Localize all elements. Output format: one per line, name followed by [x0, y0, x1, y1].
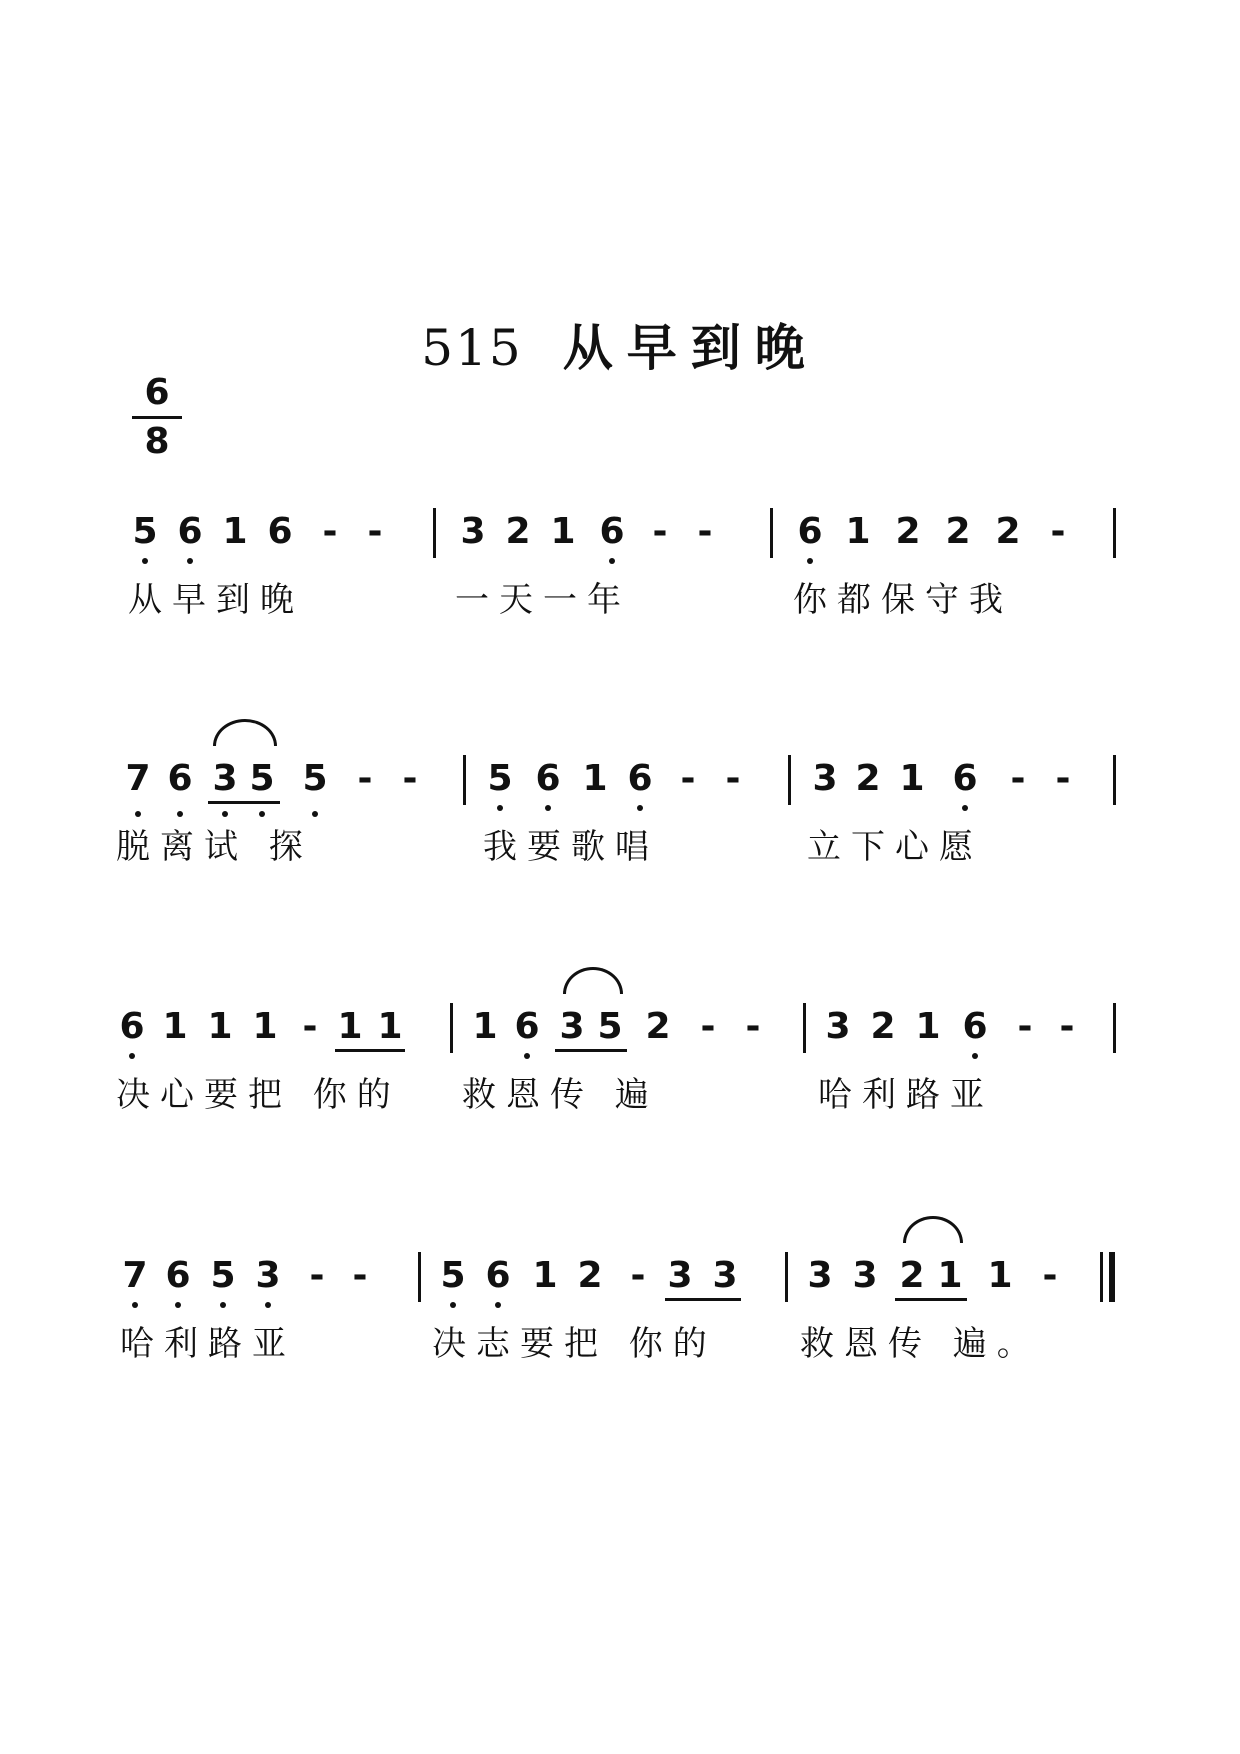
- note: 6: [962, 1006, 988, 1047]
- low-octave-dot: [177, 811, 183, 817]
- low-octave-dot: [135, 811, 141, 817]
- time-signature-bottom: 8: [144, 421, 170, 462]
- note: 7: [122, 1255, 148, 1296]
- low-octave-dot: [259, 811, 265, 817]
- note: 1: [915, 1006, 941, 1047]
- note: 3: [460, 511, 486, 552]
- notes-row: [0, 1003, 1240, 1073]
- note: 2: [895, 511, 921, 552]
- music-system-2: [0, 755, 1240, 895]
- lyric: 哈利路亚: [120, 1324, 296, 1364]
- low-octave-dot: [545, 805, 551, 811]
- dash: -: [309, 1255, 325, 1296]
- note: 1: [162, 1006, 188, 1047]
- note: 5: [210, 1255, 236, 1296]
- beam-underline: [895, 1298, 967, 1301]
- low-octave-dot: [265, 1302, 271, 1308]
- final-barline: [1109, 1252, 1115, 1302]
- notes-row: [0, 1252, 1240, 1322]
- slur: [903, 1216, 963, 1243]
- note: 5: [440, 1255, 466, 1296]
- low-octave-dot: [129, 1053, 135, 1059]
- dash: -: [1017, 1006, 1033, 1047]
- note: 5: [249, 758, 275, 799]
- note: 1: [550, 511, 576, 552]
- lyric: 从早到晚: [128, 580, 304, 620]
- slur: [213, 719, 277, 746]
- time-signature-line: [132, 416, 182, 419]
- dash: -: [1010, 758, 1026, 799]
- dash: -: [1042, 1255, 1058, 1296]
- song-name: 从早到晚: [562, 319, 819, 377]
- note: 6: [627, 758, 653, 799]
- note: 2: [855, 758, 881, 799]
- low-octave-dot: [497, 805, 503, 811]
- music-system-1: [0, 508, 1240, 648]
- note: 1: [377, 1006, 403, 1047]
- dash: -: [357, 758, 373, 799]
- low-octave-dot: [187, 558, 193, 564]
- note: 2: [870, 1006, 896, 1047]
- note: 2: [899, 1255, 925, 1296]
- note: 1: [252, 1006, 278, 1047]
- note: 2: [505, 511, 531, 552]
- note: 1: [207, 1006, 233, 1047]
- slur: [563, 967, 623, 994]
- dash: -: [367, 511, 383, 552]
- dash: -: [630, 1255, 646, 1296]
- music-system-3: [0, 1003, 1240, 1143]
- lyric: 我要歌唱: [483, 827, 659, 867]
- barline: [418, 1252, 421, 1302]
- note: 6: [514, 1006, 540, 1047]
- low-octave-dot: [142, 558, 148, 564]
- low-octave-dot: [524, 1053, 530, 1059]
- barline: [803, 1003, 806, 1053]
- note: 6: [535, 758, 561, 799]
- low-octave-dot: [972, 1053, 978, 1059]
- note: 3: [559, 1006, 585, 1047]
- note: 3: [255, 1255, 281, 1296]
- note: 2: [577, 1255, 603, 1296]
- note: 5: [597, 1006, 623, 1047]
- note: 1: [582, 758, 608, 799]
- note: 6: [165, 1255, 191, 1296]
- note: 3: [812, 758, 838, 799]
- note: 3: [667, 1255, 693, 1296]
- note: 2: [995, 511, 1021, 552]
- note: 3: [852, 1255, 878, 1296]
- dash: -: [1059, 1006, 1075, 1047]
- dash: -: [725, 758, 741, 799]
- barline: [788, 755, 791, 805]
- note: 6: [167, 758, 193, 799]
- dash: -: [745, 1006, 761, 1047]
- note: 1: [987, 1255, 1013, 1296]
- barline: [770, 508, 773, 558]
- note: 6: [952, 758, 978, 799]
- lyric: 你都保守我: [793, 580, 1013, 620]
- note: 3: [712, 1255, 738, 1296]
- dash: -: [302, 1006, 318, 1047]
- barline: [433, 508, 436, 558]
- lyric: 救恩传 遍。: [800, 1324, 1041, 1364]
- low-octave-dot: [175, 1302, 181, 1308]
- note: 1: [532, 1255, 558, 1296]
- note: 6: [599, 511, 625, 552]
- lyric: 立下心愿: [807, 827, 983, 867]
- low-octave-dot: [132, 1302, 138, 1308]
- low-octave-dot: [312, 811, 318, 817]
- lyric: 哈利路亚: [818, 1075, 994, 1115]
- low-octave-dot: [495, 1302, 501, 1308]
- lyric: 救恩传 遍: [462, 1075, 659, 1115]
- beam-underline: [555, 1049, 627, 1052]
- note: 6: [267, 511, 293, 552]
- beam-underline: [208, 801, 280, 804]
- dash: -: [697, 511, 713, 552]
- dash: -: [680, 758, 696, 799]
- lyric: 一天一年: [455, 580, 631, 620]
- note: 1: [845, 511, 871, 552]
- time-signature-top: 6: [144, 372, 170, 413]
- dash: -: [322, 511, 338, 552]
- time-signature: [132, 372, 182, 463]
- note: 2: [645, 1006, 671, 1047]
- note: 5: [302, 758, 328, 799]
- note: 1: [337, 1006, 363, 1047]
- note: 1: [899, 758, 925, 799]
- note: 2: [945, 511, 971, 552]
- note: 6: [485, 1255, 511, 1296]
- note: 1: [222, 511, 248, 552]
- low-octave-dot: [962, 805, 968, 811]
- note: 6: [119, 1006, 145, 1047]
- barline: [450, 1003, 453, 1053]
- beam-underline: [335, 1049, 405, 1052]
- barline: [1113, 1003, 1116, 1053]
- barline: [1113, 755, 1116, 805]
- note: 6: [177, 511, 203, 552]
- dash: -: [352, 1255, 368, 1296]
- notes-row: [0, 508, 1240, 578]
- note: 1: [472, 1006, 498, 1047]
- barline: [463, 755, 466, 805]
- low-octave-dot: [222, 811, 228, 817]
- note: 6: [797, 511, 823, 552]
- dash: -: [1055, 758, 1071, 799]
- lyric: 决志要把 你的: [432, 1324, 717, 1364]
- note: 5: [132, 511, 158, 552]
- lyric: 脱离试 探: [116, 827, 313, 867]
- low-octave-dot: [220, 1302, 226, 1308]
- dash: -: [1050, 511, 1066, 552]
- low-octave-dot: [609, 558, 615, 564]
- lyric: 决心要把 你的: [116, 1075, 401, 1115]
- barline: [785, 1252, 788, 1302]
- note: 7: [125, 758, 151, 799]
- dash: -: [700, 1006, 716, 1047]
- barline: [1100, 1252, 1103, 1302]
- barline: [1113, 508, 1116, 558]
- music-system-4: [0, 1252, 1240, 1392]
- song-number: 515: [421, 319, 523, 377]
- low-octave-dot: [450, 1302, 456, 1308]
- dash: -: [402, 758, 418, 799]
- note: 3: [825, 1006, 851, 1047]
- note: 3: [807, 1255, 833, 1296]
- song-title: [0, 308, 1240, 380]
- notes-row: [0, 755, 1240, 825]
- low-octave-dot: [807, 558, 813, 564]
- dash: -: [652, 511, 668, 552]
- low-octave-dot: [637, 805, 643, 811]
- note: 1: [937, 1255, 963, 1296]
- beam-underline: [665, 1298, 741, 1301]
- note: 5: [487, 758, 513, 799]
- note: 3: [212, 758, 238, 799]
